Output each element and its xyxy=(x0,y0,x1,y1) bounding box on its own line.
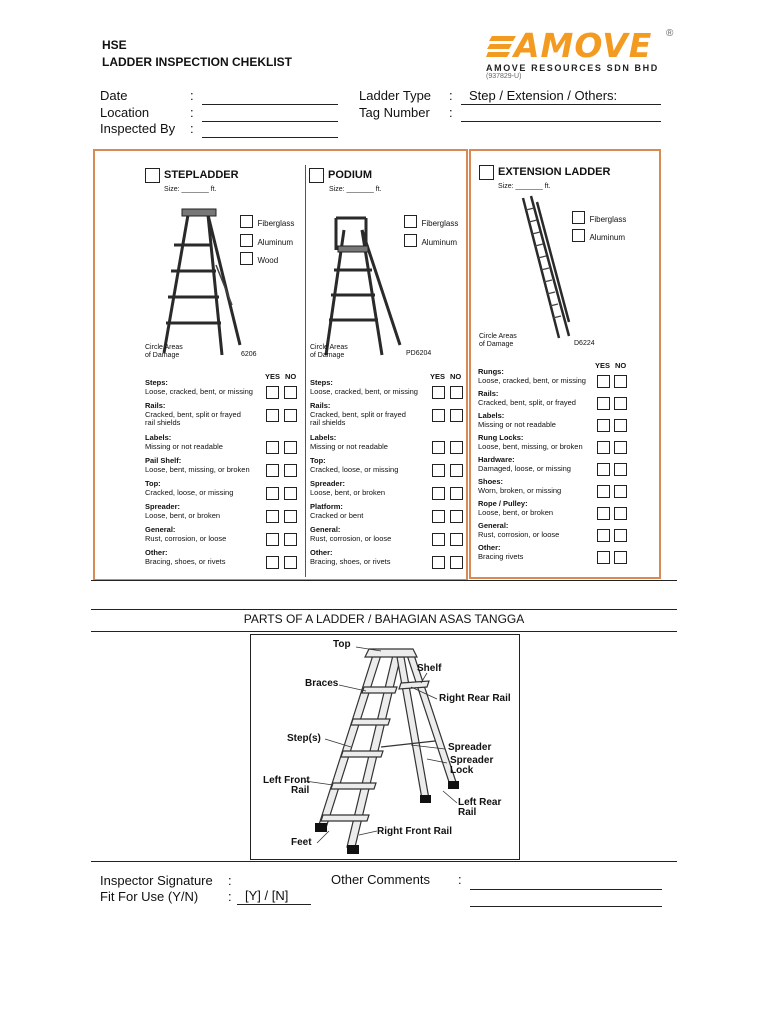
no-checkbox[interactable] xyxy=(614,397,627,410)
checklist-item-desc: Worn, broken, or missing xyxy=(478,485,562,495)
checklist-row xyxy=(145,434,223,451)
ladder-type-field[interactable] xyxy=(461,90,661,105)
yes-checkbox[interactable] xyxy=(597,419,610,432)
checklist-item-title: Rungs: xyxy=(478,367,504,376)
checklist-item-title: Other: xyxy=(310,548,333,557)
no-checkbox[interactable] xyxy=(284,510,297,523)
tag-number-field[interactable] xyxy=(461,107,661,122)
part-spreader-lock: Lock xyxy=(450,765,474,776)
yes-header: YES xyxy=(265,372,281,381)
checklist-row xyxy=(145,503,220,520)
extension-checkbox[interactable] xyxy=(479,165,494,180)
checklist-item-title: Spreader: xyxy=(310,479,346,488)
checklist-item-title: Pail Shelf: xyxy=(145,456,182,465)
yes-checkbox[interactable] xyxy=(266,510,279,523)
no-checkbox[interactable] xyxy=(450,533,463,546)
company-logo xyxy=(484,26,684,81)
checklist-item-desc: Cracked, loose, or missing xyxy=(145,487,234,497)
part-steps: Step(s) xyxy=(287,733,321,744)
no-checkbox[interactable] xyxy=(614,485,627,498)
yes-checkbox[interactable] xyxy=(432,556,445,569)
damage-note: Circle Areas xyxy=(145,344,183,351)
ladder-type-label: Ladder Type xyxy=(359,88,432,103)
fit-for-use-field[interactable] xyxy=(237,890,311,905)
tag-number-label: Tag Number xyxy=(359,105,430,120)
no-checkbox[interactable] xyxy=(614,441,627,454)
colon: : xyxy=(228,889,232,904)
part-feet: Feet xyxy=(291,837,312,848)
yes-checkbox[interactable] xyxy=(597,529,610,542)
checklist-row xyxy=(310,379,418,396)
checklist-item-desc: Loose, cracked, bent, or missing xyxy=(478,375,586,385)
logo-brand: AMOVE xyxy=(514,26,653,65)
checklist-row xyxy=(478,434,583,451)
yes-checkbox[interactable] xyxy=(597,397,610,410)
colon: : xyxy=(449,105,453,120)
checklist-item-title: Rails: xyxy=(145,401,166,410)
checklist-item-desc: Loose, bent, missing, or broken xyxy=(478,441,583,451)
date-field[interactable] xyxy=(202,90,338,105)
checklist-item-desc: Missing or not readable xyxy=(310,441,388,451)
checklist-item-desc: Missing or not readable xyxy=(478,419,556,429)
yes-checkbox[interactable] xyxy=(432,386,445,399)
checklist-row xyxy=(145,549,225,566)
checklist-item-title: Shoes: xyxy=(478,477,504,486)
checklist-item-title: Rails: xyxy=(478,389,499,398)
part-right-front-rail: Right Front Rail xyxy=(377,826,452,837)
divider xyxy=(91,861,677,862)
no-checkbox[interactable] xyxy=(284,409,297,422)
checklist-item-desc: Rust, corrosion, or loose xyxy=(310,533,392,543)
checklist-item-desc: Cracked or bent xyxy=(310,510,364,520)
yes-checkbox[interactable] xyxy=(432,409,445,422)
podium-material-1: Aluminum xyxy=(404,232,457,250)
no-checkbox[interactable] xyxy=(450,441,463,454)
no-checkbox[interactable] xyxy=(450,487,463,500)
checklist-item-title: Rung Locks: xyxy=(478,433,524,442)
part-left-front-rail: Left Front xyxy=(263,775,310,786)
fit-for-use-value: [Y] / [N] xyxy=(245,888,289,903)
other-comments-label: Other Comments xyxy=(331,872,430,887)
part-left-rear-rail: Rail xyxy=(458,807,477,818)
checklist-item-title: Top: xyxy=(310,456,326,465)
part-right-rear-rail: Right Rear Rail xyxy=(439,693,511,704)
damage-note: Circle Areas xyxy=(310,344,348,351)
logo-reg-no: (937829-U) xyxy=(486,73,522,80)
checklist-item-title: Rails: xyxy=(310,401,331,410)
divider xyxy=(91,631,677,632)
stepladder-material-0: Fiberglass xyxy=(240,213,294,231)
checklist-item-title: Steps: xyxy=(310,378,333,387)
checklist-item-title: Platform: xyxy=(310,502,343,511)
checklist-item-desc: Loose, bent, or broken xyxy=(310,487,386,497)
no-header: NO xyxy=(615,361,627,370)
checklist-item-desc: Loose, bent, missing, or broken xyxy=(145,464,250,474)
parts-diagram xyxy=(250,634,520,860)
checklist-item-title: Steps: xyxy=(145,378,168,387)
checklist-item-desc: Missing or not readable xyxy=(145,441,223,451)
inspected-by-label: Inspected By xyxy=(100,121,176,136)
checklist-item-title: Hardware: xyxy=(478,455,515,464)
yes-checkbox[interactable] xyxy=(597,463,610,476)
checklist-row xyxy=(310,434,388,451)
extension-material-1: Aluminum xyxy=(572,227,625,245)
yes-checkbox[interactable] xyxy=(266,409,279,422)
checklist-row xyxy=(478,522,559,539)
checklist-item-desc: Loose, cracked, bent, or missing xyxy=(145,386,253,396)
checklist-item-desc: Rust, corrosion, or loose xyxy=(478,529,560,539)
extension-ladder-illustration xyxy=(515,192,575,342)
no-checkbox[interactable] xyxy=(614,551,627,564)
inspector-signature-label: Inspector Signature xyxy=(100,873,213,888)
no-checkbox[interactable] xyxy=(450,386,463,399)
no-checkbox[interactable] xyxy=(284,464,297,477)
stepladder-material-1: Aluminum xyxy=(240,232,293,250)
no-checkbox[interactable] xyxy=(284,441,297,454)
yes-checkbox[interactable] xyxy=(432,533,445,546)
yes-checkbox[interactable] xyxy=(597,441,610,454)
checklist-item-desc: Cracked, bent, split or frayed xyxy=(145,409,241,419)
part-left-rear-rail: Left Rear xyxy=(458,797,502,808)
fit-for-use-label: Fit For Use (Y/N) xyxy=(100,889,199,904)
checklist-item-desc: Cracked, bent, split or frayed xyxy=(310,409,406,419)
no-checkbox[interactable] xyxy=(284,533,297,546)
checklist-item-desc: Bracing, shoes, or rivets xyxy=(310,556,391,566)
yes-checkbox[interactable] xyxy=(432,464,445,477)
checklist-row xyxy=(310,526,391,543)
checklist-row xyxy=(145,457,250,474)
yes-checkbox[interactable] xyxy=(597,507,610,520)
ladder-type-value: Step / Extension / Others: xyxy=(469,88,618,103)
yes-checkbox[interactable] xyxy=(597,551,610,564)
checklist-row xyxy=(478,544,523,561)
damage-note: of Damage xyxy=(479,341,514,348)
colon: : xyxy=(458,872,462,887)
part-left-front-rail: Rail xyxy=(291,785,310,796)
yes-checkbox[interactable] xyxy=(432,441,445,454)
checklist-row xyxy=(145,526,226,543)
podium-model: PD6204 xyxy=(406,350,432,357)
stepladder-material-2: Wood xyxy=(240,250,278,268)
no-checkbox[interactable] xyxy=(614,507,627,520)
colon: : xyxy=(228,873,232,888)
checklist-row xyxy=(478,456,571,473)
stepladder-title: STEPLADDER xyxy=(164,169,239,181)
colon: : xyxy=(190,121,194,136)
checklist-row xyxy=(145,402,241,428)
checklist-item-desc: Damaged, loose, or missing xyxy=(478,463,571,473)
checklist-item-desc: Rust, corrosion, or loose xyxy=(145,533,227,543)
podium-material-0: Fiberglass xyxy=(404,213,458,231)
extension-material-0: Fiberglass xyxy=(572,209,626,227)
no-checkbox[interactable] xyxy=(450,464,463,477)
checklist-row xyxy=(310,503,363,520)
inspected-by-field[interactable] xyxy=(202,123,338,138)
checklist-row xyxy=(145,379,253,396)
colon: : xyxy=(449,88,453,103)
part-top: Top xyxy=(333,639,351,650)
parts-heading: PARTS OF A LADDER / BAHAGIAN ASAS TANGGA xyxy=(243,612,525,626)
checklist-item-desc: Loose, cracked, bent, or missing xyxy=(310,386,418,396)
part-spreader: Spreader xyxy=(448,742,492,753)
checklist-row xyxy=(310,457,398,474)
no-checkbox[interactable] xyxy=(450,510,463,523)
checklist-item-desc: Cracked, bent, split, or frayed xyxy=(478,397,576,407)
checklist-item-title: Top: xyxy=(145,479,161,488)
logo-mark-icon xyxy=(486,34,516,60)
no-checkbox[interactable] xyxy=(614,529,627,542)
extension-model: D6224 xyxy=(574,340,595,347)
podium-size: Size: _______ ft. xyxy=(329,186,382,193)
checklist-item-title: General: xyxy=(145,525,176,534)
stepladder-model: 6206 xyxy=(241,351,257,358)
yes-header: YES xyxy=(430,372,446,381)
checklist-item-desc: Cracked, loose, or missing xyxy=(310,464,399,474)
checklist-item-desc: Loose, bent, or broken xyxy=(478,507,554,517)
page-title: LADDER INSPECTION CHEKLIST xyxy=(102,55,293,69)
checklist-item-desc: Loose, bent, or broken xyxy=(145,510,221,520)
other-comments-field[interactable] xyxy=(470,875,662,890)
no-header: NO xyxy=(285,372,297,381)
colon: : xyxy=(190,88,194,103)
yes-checkbox[interactable] xyxy=(266,386,279,399)
stepladder-size: Size: _______ ft. xyxy=(164,186,217,193)
colon: : xyxy=(190,105,194,120)
yes-checkbox[interactable] xyxy=(597,375,610,388)
checklist-item-desc: Bracing rivets xyxy=(478,551,524,561)
stepladder-checkbox[interactable] xyxy=(145,168,160,183)
checklist-item-title: Labels: xyxy=(145,433,172,442)
part-braces: Braces xyxy=(305,678,339,689)
divider xyxy=(91,609,677,610)
no-checkbox[interactable] xyxy=(284,386,297,399)
logo-company: AMOVE RESOURCES SDN BHD xyxy=(486,63,659,73)
checklist-item-title: Rope / Pulley: xyxy=(478,499,528,508)
checklist-row xyxy=(478,368,586,385)
damage-note: of Damage xyxy=(310,352,345,359)
checklist-item-title: Other: xyxy=(478,543,501,552)
divider xyxy=(91,580,677,581)
checklist-row xyxy=(478,478,561,495)
yes-checkbox[interactable] xyxy=(266,464,279,477)
header-hse: HSE xyxy=(102,38,127,52)
damage-note: of Damage xyxy=(145,352,180,359)
yes-checkbox[interactable] xyxy=(597,485,610,498)
yes-checkbox[interactable] xyxy=(266,556,279,569)
yes-checkbox[interactable] xyxy=(266,533,279,546)
checklist-item-title: Other: xyxy=(145,548,168,557)
no-checkbox[interactable] xyxy=(614,375,627,388)
no-checkbox[interactable] xyxy=(284,556,297,569)
checklist-row xyxy=(310,402,406,428)
podium-illustration xyxy=(322,210,407,360)
podium-title: PODIUM xyxy=(328,169,372,181)
yes-checkbox[interactable] xyxy=(432,510,445,523)
podium-checkbox[interactable] xyxy=(309,168,324,183)
yes-checkbox[interactable] xyxy=(432,487,445,500)
no-checkbox[interactable] xyxy=(614,419,627,432)
yes-checkbox[interactable] xyxy=(266,487,279,500)
checklist-row xyxy=(145,480,233,497)
stepladder-illustration xyxy=(160,205,250,360)
no-checkbox[interactable] xyxy=(284,487,297,500)
date-label: Date xyxy=(100,88,128,103)
other-comments-field-line2[interactable] xyxy=(470,892,662,907)
logo-registered: ® xyxy=(666,28,674,39)
checklist-row xyxy=(478,500,553,517)
part-spreader-lock: Spreader xyxy=(450,755,494,766)
yes-checkbox[interactable] xyxy=(266,441,279,454)
no-checkbox[interactable] xyxy=(450,556,463,569)
yes-header: YES xyxy=(595,361,611,370)
damage-note: Circle Areas xyxy=(479,333,517,340)
checklist-item-desc: Bracing, shoes, or rivets xyxy=(145,556,226,566)
checklist-row xyxy=(478,390,576,407)
panel-divider xyxy=(305,165,306,577)
extension-title: EXTENSION LADDER xyxy=(498,166,611,178)
checklist-item-title: Labels: xyxy=(310,433,337,442)
checklist-item-desc: rail shields xyxy=(145,418,181,427)
checklist-item-title: General: xyxy=(310,525,341,534)
no-header: NO xyxy=(450,372,462,381)
checklist-item-title: Spreader: xyxy=(145,502,181,511)
checklist-item-desc: rail shields xyxy=(310,418,346,427)
checklist-item-title: Labels: xyxy=(478,411,505,420)
no-checkbox[interactable] xyxy=(450,409,463,422)
extension-size: Size: _______ ft. xyxy=(498,183,551,190)
no-checkbox[interactable] xyxy=(614,463,627,476)
part-shelf: Shelf xyxy=(417,663,442,674)
checklist-row xyxy=(478,412,556,429)
checklist-row xyxy=(310,549,390,566)
checklist-row xyxy=(310,480,385,497)
checklist-item-title: General: xyxy=(478,521,509,530)
location-field[interactable] xyxy=(202,107,338,122)
location-label: Location xyxy=(100,105,150,120)
